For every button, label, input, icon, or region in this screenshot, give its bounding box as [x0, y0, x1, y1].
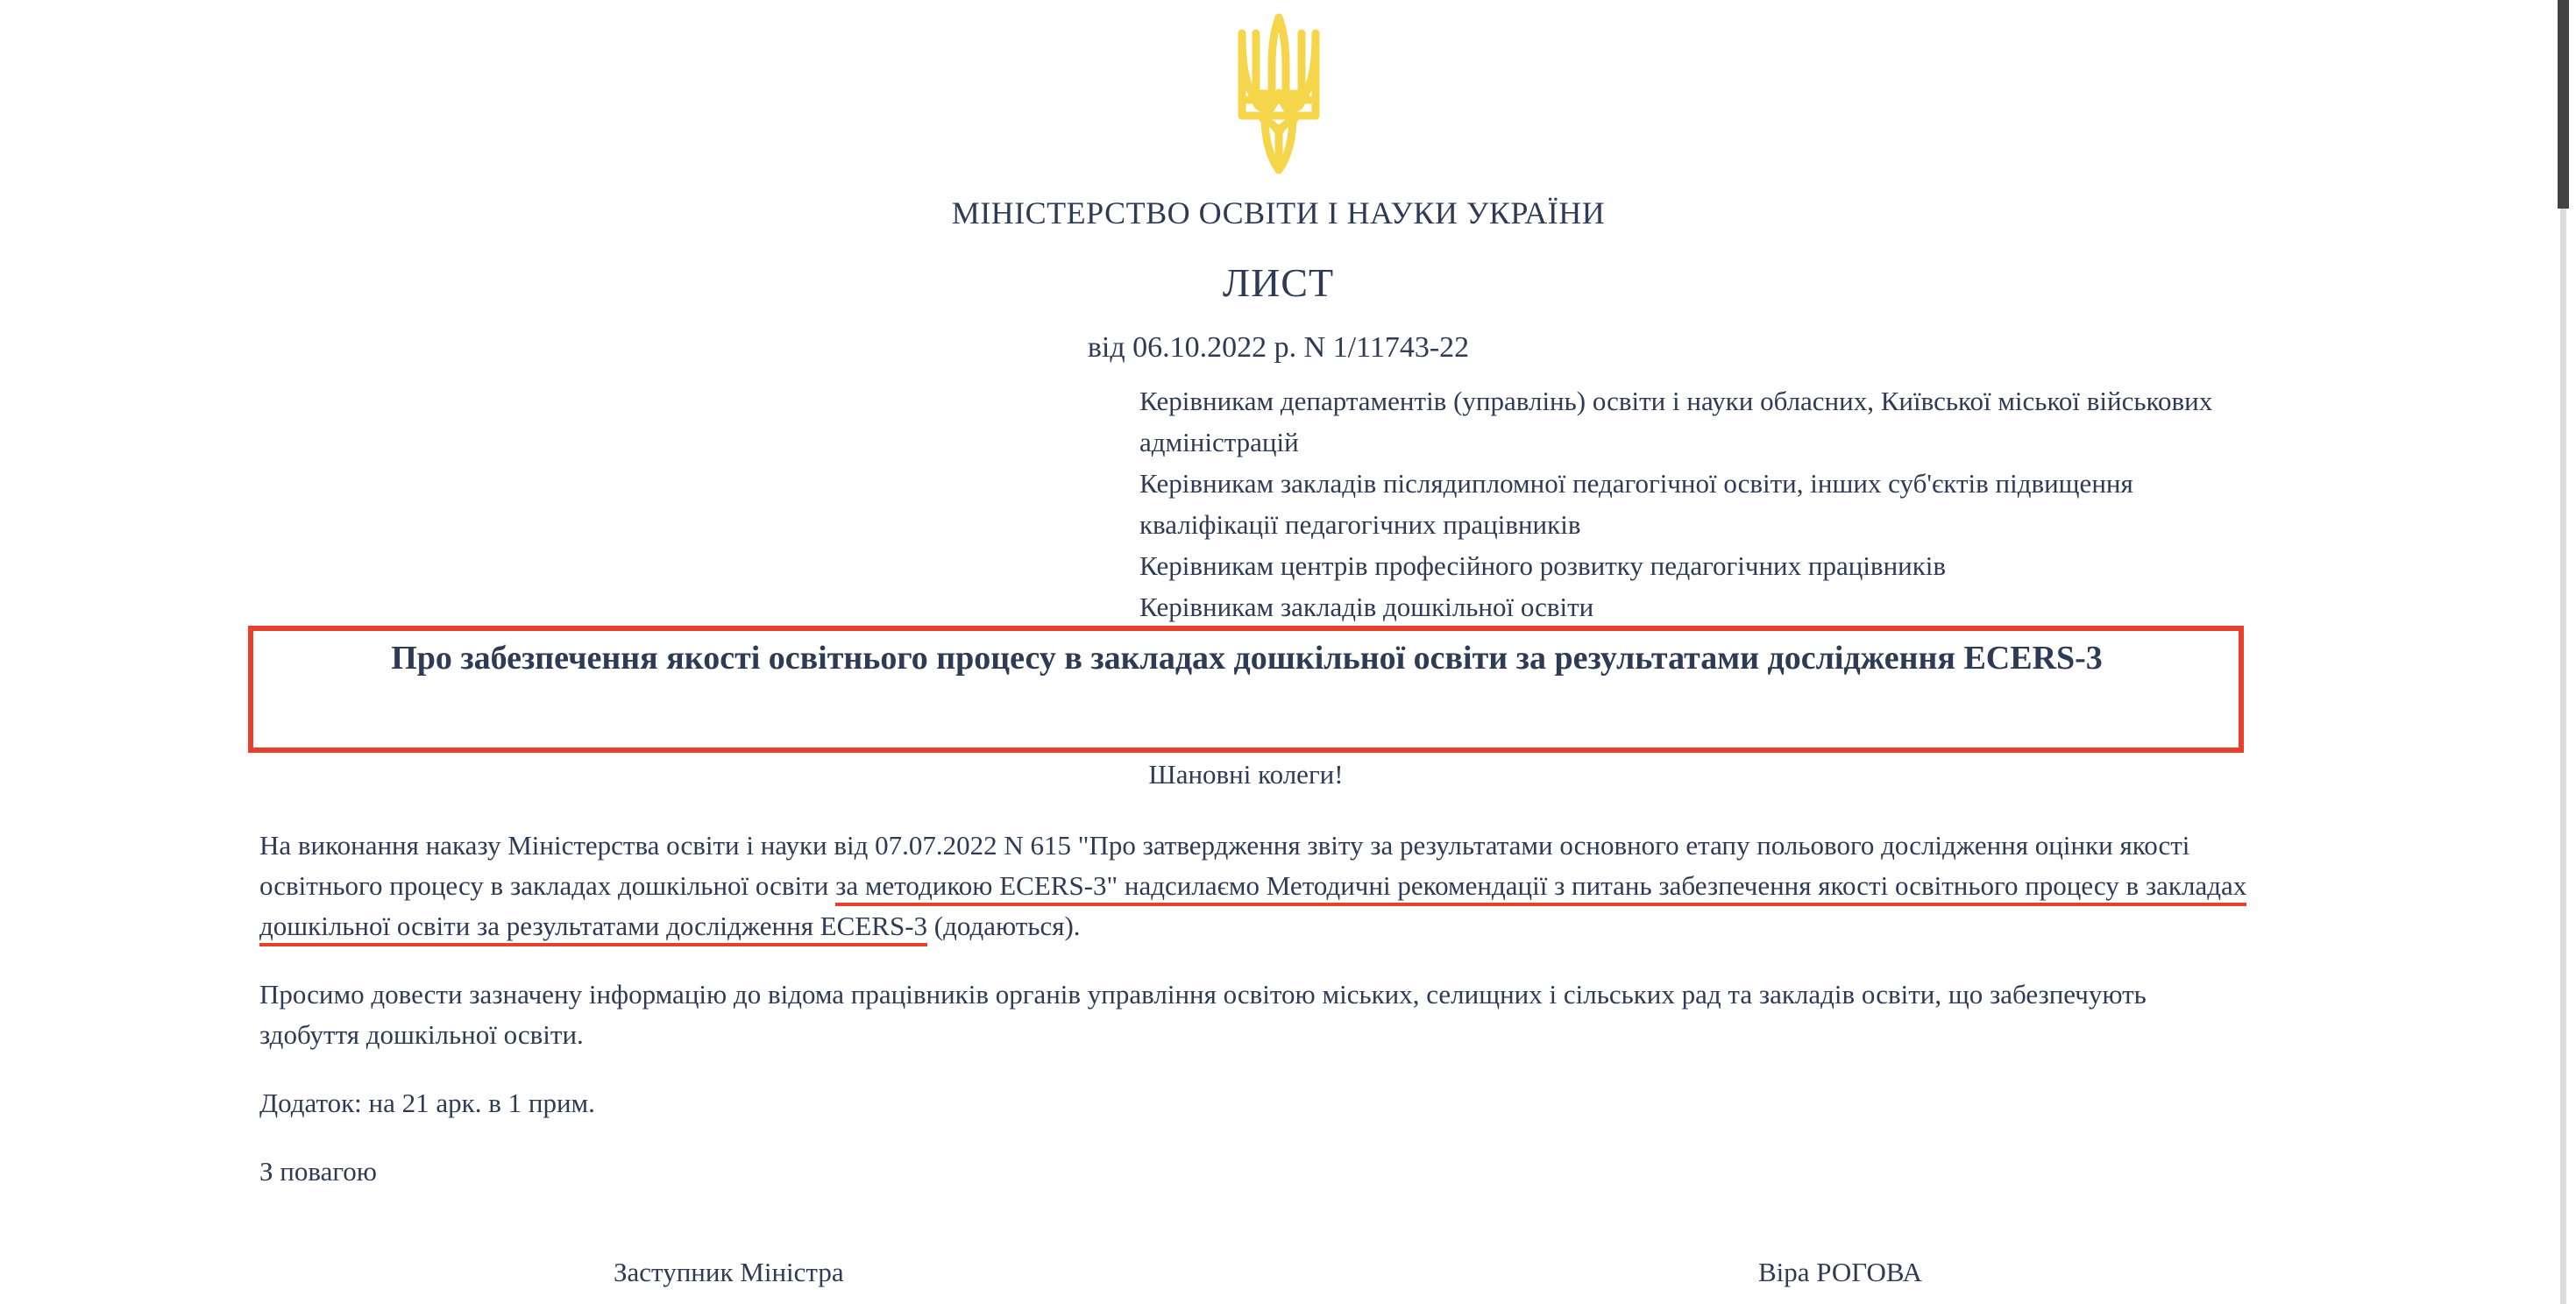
page-scrollbar-thumb[interactable] — [2558, 0, 2569, 209]
attachment-note: Додаток: на 21 арк. в 1 прим. — [259, 1088, 595, 1118]
ukrainian-trident-icon — [1226, 12, 1331, 174]
addressee-line: Керівникам департаментів (управлінь) освіти і науки обласних, Київської міської військових адміністрацій — [1139, 386, 2213, 457]
emblem-container — [0, 12, 2557, 174]
paragraph-1-tail-text: (додаються). — [927, 911, 1081, 941]
closing-line: З повагою — [259, 1156, 377, 1187]
signatory-title: Заступник Міністра — [614, 1257, 844, 1287]
ministry-name: МІНІСТЕРСТВО ОСВІТИ І НАУКИ УКРАЇНИ — [951, 195, 1606, 230]
addressee-block — [1139, 380, 2218, 627]
document-type-heading: ЛИСТ — [1222, 260, 1335, 305]
addressee-line: Керівникам закладів післядипломної педагогічної освіти, інших суб'єктів підвищення кваліфікації педагогічних працівників — [1139, 468, 2133, 540]
letter-body — [259, 826, 2253, 1192]
paragraph-1-lead-text: На виконання наказу Міністерства освіти і науки від 07.07.2022 N 615 "Про затвердження звіту за результатами основного етапу польового дослідження оцінки якості освітнього процесу в закладах дошкільної освіти — [259, 830, 2190, 901]
addressee-line: Керівникам закладів дошкільної освіти — [1139, 592, 1594, 622]
signatory-name: Віра РОГОВА — [1758, 1257, 1922, 1287]
body-paragraph-1 — [259, 826, 2253, 946]
ecers3-guidelines-link[interactable]: за методикою ECERS-3" надсилаємо Методичні рекомендації з питань забезпечення якості освітнього процесу в закладах дошкільної освіти за результатами дослідження ECERS-3 — [259, 870, 2246, 946]
document-number-line: від 06.10.2022 р. N 1/11743-22 — [1087, 331, 1470, 364]
greeting-line: Шановні колеги! — [1148, 759, 1344, 790]
body-paragraph-2: Просимо довести зазначену інформацію до відома працівників органів управління освітою міських, селищних і сільських рад та закладів освіти, що забезпечують здобуття дошкільної освіти. — [259, 979, 2147, 1050]
subject-title: Про забезпечення якості освітнього процесу в закладах дошкільної освіти за результатами дослідження ECERS-3 — [391, 640, 2103, 677]
addressee-line: Керівникам центрів професійного розвитку педагогічних працівників — [1139, 550, 1947, 581]
